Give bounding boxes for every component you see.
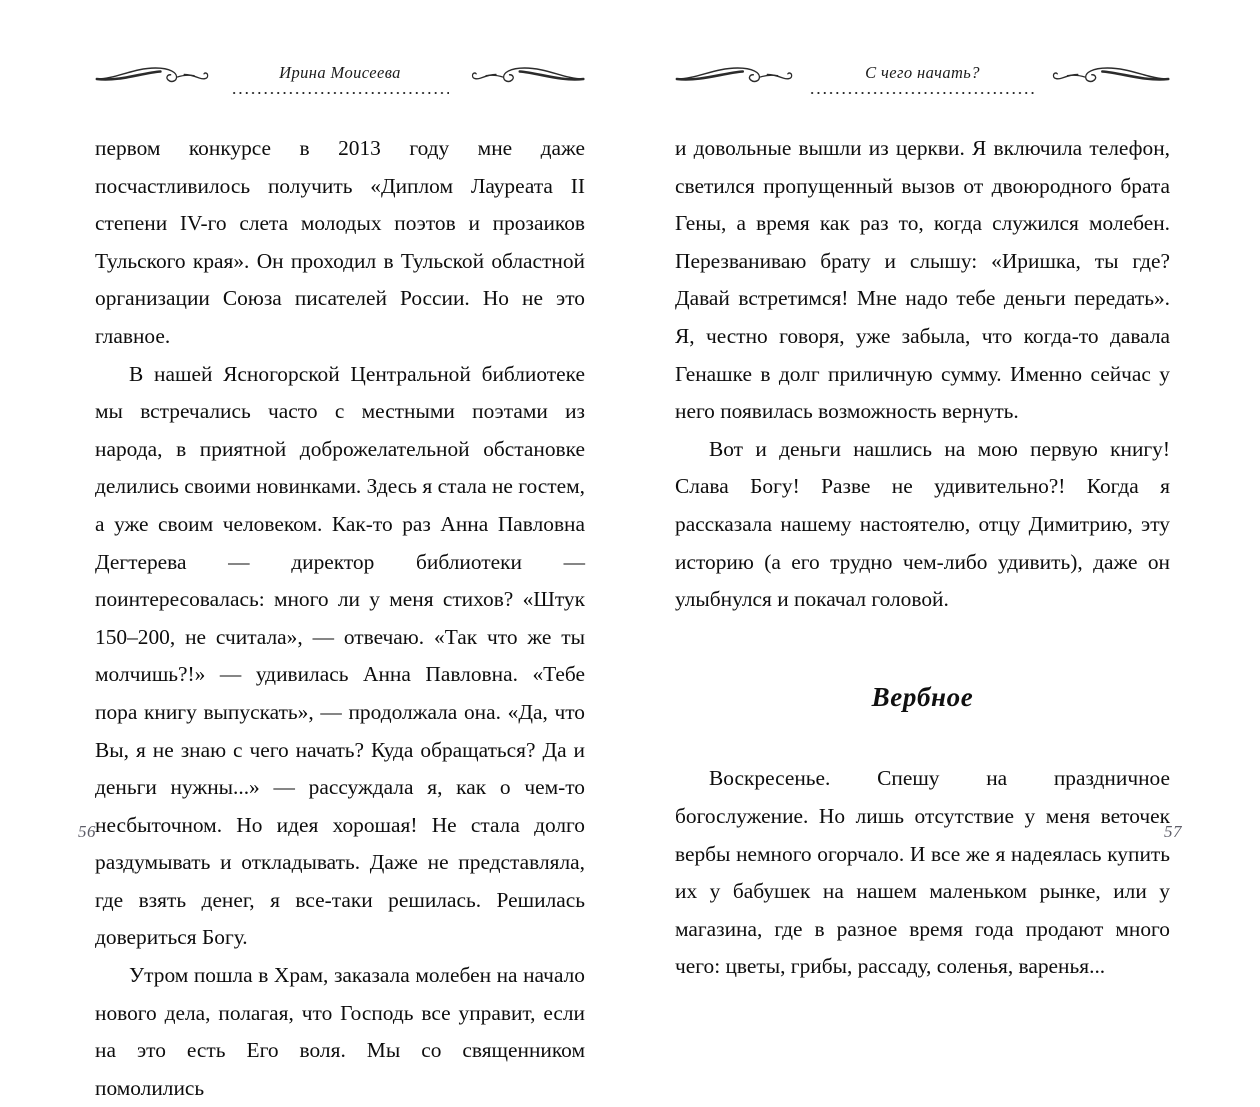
- body-text-left: [95, 130, 585, 1107]
- running-head-left: [95, 58, 585, 114]
- page-number: 57: [1164, 822, 1182, 841]
- dotted-rule-divider: [231, 88, 449, 94]
- page-right: [630, 0, 1260, 979]
- flourish-ornament-icon: [675, 60, 849, 90]
- running-head-row: [675, 58, 1170, 92]
- paragraph: Вот и деньги нашлись на мою первую книгу! Слава Богу! Разве не удивительно?! Когда я рассказала нашему настоятелю, отцу Димитрию, эту историю (а его трудно чем-либо удивить), даже он улыбнулся и покачал головой.: [675, 436, 1170, 612]
- paragraph: и довольные вышли из церкви. Я включила телефон, светился пропущенный вызов от двоюродного брата Гены, а время как раз то, когда служился молебен. Перезваниваю брату и слышу: «Иришка, ты где? Давай встретимся! Мне надо тебе деньги передать». Я, честно говоря, уже забыла, что когда-то давала Генашке в долг приличную сумму. Именно сейчас у него появилась возможность вернуть.: [675, 136, 1170, 424]
- page-left: [0, 0, 630, 1100]
- flourish-ornament-icon: [417, 60, 585, 90]
- dotted-rule-divider: [809, 88, 1037, 94]
- section-title: Вербное: [871, 681, 974, 712]
- paragraph: В нашей Ясногорской Центральной библиотеке мы встречались часто с местными поэтами из народа, в приятной доброжелательной обстановке делились своими новинками. Здесь я стала не гостем, а уже своим человеком. Как-то раз Анна Павловна Дегтерева — директор библиотеки — поинтересовалась: много ли у меня стихов? «Штук 150–200, не считала», — отвечаю. «Так что же ты молчишь?!» — удивилась Анна Павловна. «Тебе пора книгу выпускать», — продолжала она. «Да, что Вы, я не знаю с чего начать? Куда обращаться? Да и деньги нужны...» — рассуждала я, как о чем-то несбыточном. Но идея хорошая! Не стала долго раздумывать и откладывать. Даже не представляла, где взять денег, я все-таки решилась. Решилась довериться Богу.: [95, 361, 585, 950]
- running-head-row: [95, 58, 585, 92]
- paragraph: Утром пошла в Храм, заказала молебен на начало нового дела, полагая, что Господь все управит, если на это есть Его воля. Мы со священником помолились: [95, 963, 585, 1100]
- flourish-ornament-icon: [95, 60, 263, 90]
- flourish-ornament-icon: [996, 60, 1170, 90]
- running-head-right: [675, 58, 1170, 114]
- page-number: 56: [78, 822, 96, 841]
- running-head-title: С чего начать?: [865, 63, 980, 82]
- paragraph: Воскресенье. Спешу на праздничное богослужение. Но лишь отсутствие у меня веточек вербы немного огорчало. И все же я надеялась купить их у бабушек на нашем маленьком рынке, или у магазина, где в разное время года продают много чего: цветы, грибы, рассаду, соленья, варенья...: [675, 766, 1170, 979]
- body-text-right: [675, 130, 1170, 986]
- paragraph: первом конкурсе в 2013 году мне даже посчастливилось получить «Диплом Лауреата II степени IV-го слета молодых поэтов и прозаиков Тульского края». Он проходил в Тульской областной организации Союза писателей России. Но не это главное.: [95, 136, 585, 348]
- running-head-title: Ирина Моисеева: [279, 63, 401, 82]
